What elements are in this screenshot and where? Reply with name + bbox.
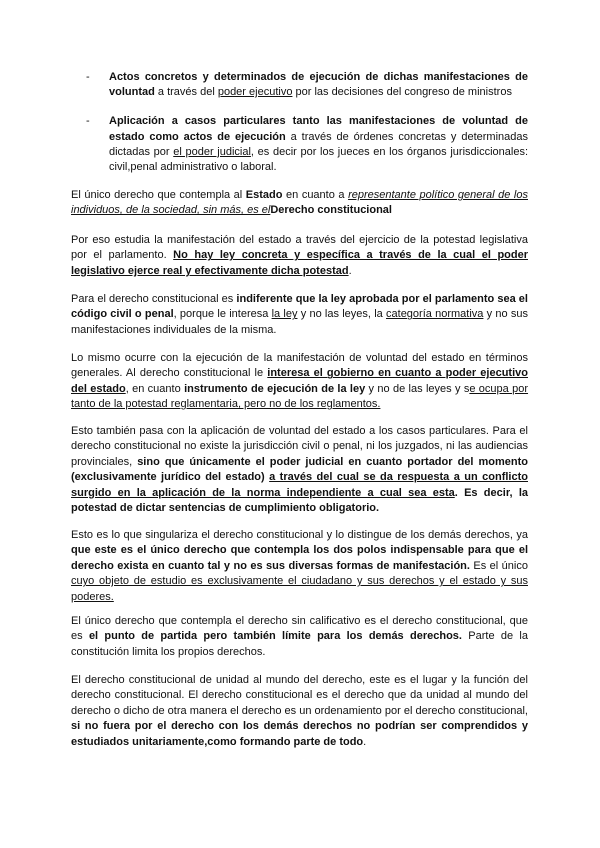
text: y no de las leyes y s — [365, 382, 470, 395]
text: Por eso estudia la manifestación del estado a través del ejercicio de la potestad legislativa por el parlamento. — [71, 234, 528, 262]
bullet-underlined-text: poder ejecutivo — [217, 86, 293, 99]
text: Parte de la constitución limita los propios derechos. — [71, 630, 528, 658]
bold-text: Derecho constitucional — [270, 204, 392, 217]
bullet-item-judicial — [86, 114, 528, 175]
bullet-dash: - — [86, 71, 90, 83]
paragraph-estado — [71, 188, 528, 219]
underlined-text: la ley — [271, 308, 298, 321]
bullet-bold-text: Actos concretos y determinados de ejecución de dichas manifestaciones de voluntad — [109, 71, 528, 99]
text: El único derecho que contempla al — [71, 189, 246, 201]
bold-underlined-text: interesa el gobierno en cuanto a poder ejecutivo del estado — [71, 367, 528, 395]
bold-underlined-text: a través del cual se da respuesta a un conflicto surgido en la aplicación de la norma independiente a cual sea esta — [71, 471, 528, 499]
text: El derecho constitucional de unidad al mundo del derecho, este es el lugar y la función del derecho constitucional. El derecho constitucional es el derecho que da unidad al mundo del derecho o dicho de otra manera el derecho es un ordenamiento por el derecho constitucional, — [71, 674, 528, 717]
bold-text: que este es el único derecho que contempla los dos polos indispensable para que el derecho exista en cuanto tal y no es sus diversas formas de manifestación. — [71, 544, 528, 572]
bullet-text: por las decisiones del congreso de ministros — [292, 86, 512, 99]
text: y no sus manifestaciones individuales de la misma. — [71, 308, 528, 336]
paragraph-poder-judicial — [71, 424, 528, 516]
text: . — [363, 735, 367, 748]
bold-text: . Es decir, la potestad de dictar sentencias de cumplimiento obligatorio. — [71, 486, 528, 515]
bullet-text: , es decir por los jueces en los órganos jurisdiccionales: civil,penal administrativo o laboral. — [109, 145, 528, 174]
text: Esto también pasa con la aplicación de voluntad del estado a los casos particulares. Para el derecho constitucional no existe la jurisdicción civil o penal, ni los juzgados, ni las audiencias provinciales, — [71, 425, 528, 468]
italic-underlined-text: representante político general de los individuos, de la sociedad, sin más, es el — [71, 189, 528, 217]
bold-text: sino que únicamente el poder judicial en cuanto portador del momento (exclusivamente jurídico del estado) — [71, 455, 528, 484]
bullet-bold-text: Aplicación a casos particulares tanto las manifestaciones de voluntad de estado como actos de ejecución — [109, 115, 528, 143]
paragraph-singulariza — [71, 528, 528, 605]
bullet-underlined-text: el poder judicial — [173, 145, 251, 158]
bold-text: si no fuera por el derecho con los demás derechos no podrían ser comprendidos y estudiados unitariamente,como formando parte de todo — [71, 720, 528, 748]
underlined-text: e ocupa por tanto de la potestad reglamentaria, pero no de los reglamentos. — [71, 382, 529, 411]
text: Lo mismo ocurre con la ejecución de la manifestación de voluntad del estado en términos generales. Al derecho constitucional le — [71, 352, 528, 380]
underlined-text: cuyo objeto de estudio es exclusivamente el ciudadano y sus derechos y el estado y sus poderes. — [71, 575, 528, 603]
text: El único derecho que contempla el derecho sin calificativo es el derecho constitucional, que es — [71, 615, 528, 643]
text: . — [348, 264, 352, 277]
paragraph-unidad — [71, 673, 528, 750]
bold-text: el punto de partida pero también límite para los demás derechos. — [88, 630, 462, 643]
bold-text: indiferente que la ley aprobada por el parlamento sea el código civil o penal — [71, 293, 528, 321]
text: Para el derecho constitucional es — [71, 293, 237, 305]
text: en cuanto a — [282, 189, 349, 201]
bold-text: Estado — [245, 189, 283, 201]
text: Esto es lo que singulariza el derecho constitucional y lo distingue de los demás derechos, ya — [71, 529, 528, 541]
bullet-list — [86, 70, 528, 189]
bullet-item-ejecutivo — [86, 70, 528, 100]
text: y no las leyes, la — [297, 308, 387, 321]
text: , en cuanto — [125, 382, 185, 395]
paragraph-ley — [71, 292, 528, 338]
bold-underlined-text: No hay ley concreta y específica a través de la cual el poder legislativo ejerce real y efectivamente dicha potestad — [71, 249, 528, 277]
underlined-text: categoría normativa — [386, 308, 484, 321]
bullet-text: a través del — [154, 86, 218, 99]
paragraph-potestad-legislativa — [71, 233, 528, 279]
bold-text: instrumento de ejecución de la ley — [184, 382, 366, 395]
bullet-dash: - — [86, 115, 90, 128]
bullet-text: a través de órdenes concretas y determinadas dictadas por — [109, 130, 528, 158]
text: Es el único — [469, 559, 528, 572]
paragraph-punto-de-partida — [71, 614, 528, 660]
text: , porque le interesa — [173, 308, 272, 321]
paragraph-ejecucion — [71, 351, 528, 413]
